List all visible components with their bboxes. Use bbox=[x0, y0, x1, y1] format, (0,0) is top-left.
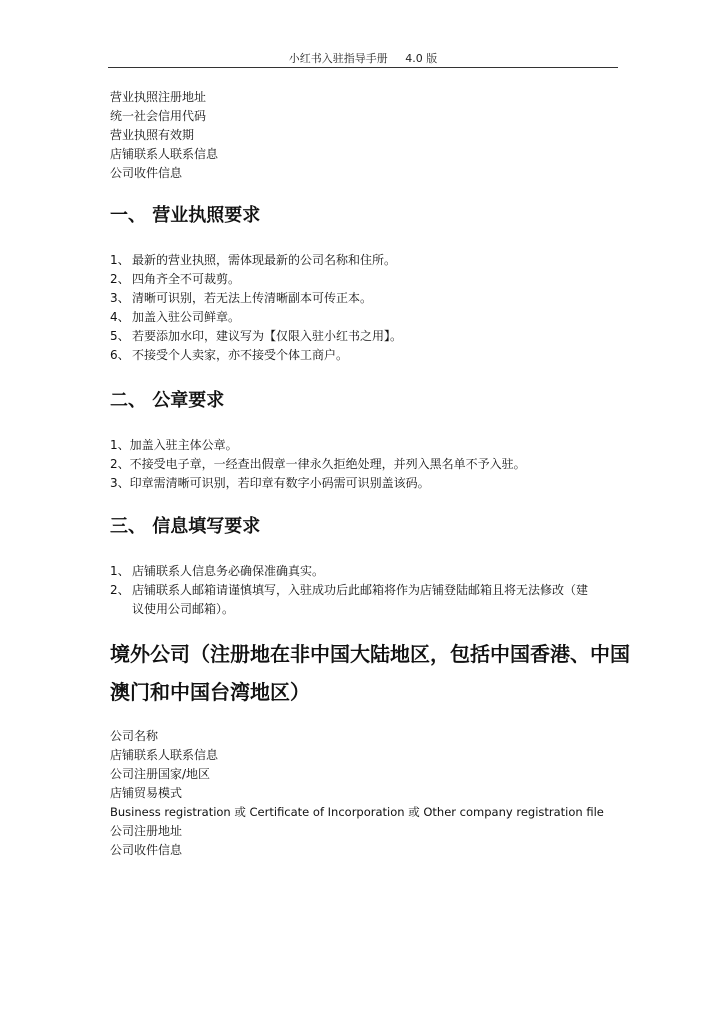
numbered-item bbox=[110, 290, 372, 306]
numbered-item: 2、不接受电子章，一经查出假章一律永久拒绝处理，并列入黑名单不予入驻。 bbox=[110, 457, 526, 471]
item-number: 6、 bbox=[110, 348, 130, 362]
item-number: 1、 bbox=[110, 253, 130, 267]
list-item: 公司收件信息 bbox=[110, 166, 183, 180]
numbered-item bbox=[110, 271, 240, 287]
list-item: 店铺联系人联系信息 bbox=[110, 748, 219, 762]
list-item: 店铺贸易模式 bbox=[110, 786, 183, 800]
numbered-item bbox=[110, 328, 402, 344]
item-text: 店铺联系人邮箱请谨慎填写，入驻成功后此邮箱将作为店铺登陆邮箱且将无法修改（建 bbox=[132, 583, 589, 597]
list-item: 店铺联系人联系信息 bbox=[110, 147, 219, 161]
item-number: 1、 bbox=[110, 564, 130, 578]
item-text: 若要添加水印，建议写为【仅限入驻小红书之用】。 bbox=[132, 329, 403, 343]
list-item: 公司注册地址 bbox=[110, 824, 183, 838]
overseas-heading-line2: 澳门和中国台湾地区） bbox=[110, 680, 310, 704]
numbered-item bbox=[110, 563, 324, 579]
header-rule bbox=[108, 67, 618, 68]
numbered-item bbox=[110, 252, 396, 268]
list-item: 公司收件信息 bbox=[110, 843, 183, 857]
item-continuation: 议使用公司邮箱）。 bbox=[132, 602, 235, 616]
item-number: 4、 bbox=[110, 310, 130, 324]
header-title: 小红书入驻指导手册 bbox=[288, 52, 388, 65]
item-number: 3、 bbox=[110, 291, 130, 305]
list-item: 营业执照注册地址 bbox=[110, 90, 207, 104]
page-header bbox=[108, 50, 618, 68]
list-item: 统一社会信用代码 bbox=[110, 109, 207, 123]
section-heading-license: 一、 营业执照要求 bbox=[110, 205, 261, 226]
item-text: 不接受个人卖家，亦不接受个体工商户。 bbox=[132, 348, 349, 362]
item-text: 四角齐全不可裁剪。 bbox=[132, 272, 241, 286]
numbered-item: 3、印章需清晰可识别，若印章有数字小码需可识别盖该码。 bbox=[110, 476, 430, 490]
item-number: 5、 bbox=[110, 329, 130, 343]
item-text: 加盖入驻公司鲜章。 bbox=[132, 310, 241, 324]
item-number: 2、 bbox=[110, 272, 130, 286]
section-heading-seal: 二、 公章要求 bbox=[110, 390, 225, 411]
header-version: 4.0 版 bbox=[405, 52, 438, 65]
item-text: 最新的营业执照，需体现最新的公司名称和住所。 bbox=[132, 253, 397, 267]
list-item: 营业执照有效期 bbox=[110, 128, 195, 142]
list-item: Business registration 或 Certificate of Incorporation 或 Other company registration file bbox=[110, 805, 604, 819]
item-text: 店铺联系人信息务必确保准确真实。 bbox=[132, 564, 325, 578]
item-number: 2、 bbox=[110, 583, 130, 597]
section-heading-info: 三、 信息填写要求 bbox=[110, 516, 261, 537]
numbered-item: 1、加盖入驻主体公章。 bbox=[110, 438, 238, 452]
numbered-item bbox=[110, 309, 240, 325]
numbered-item bbox=[110, 582, 588, 598]
list-item: 公司注册国家/地区 bbox=[110, 767, 211, 781]
overseas-heading-line1: 境外公司（注册地在非中国大陆地区，包括中国香港、中国 bbox=[110, 642, 630, 666]
list-item: 公司名称 bbox=[110, 729, 159, 743]
numbered-item bbox=[110, 347, 348, 363]
item-text: 清晰可识别，若无法上传清晰副本可传正本。 bbox=[132, 291, 373, 305]
